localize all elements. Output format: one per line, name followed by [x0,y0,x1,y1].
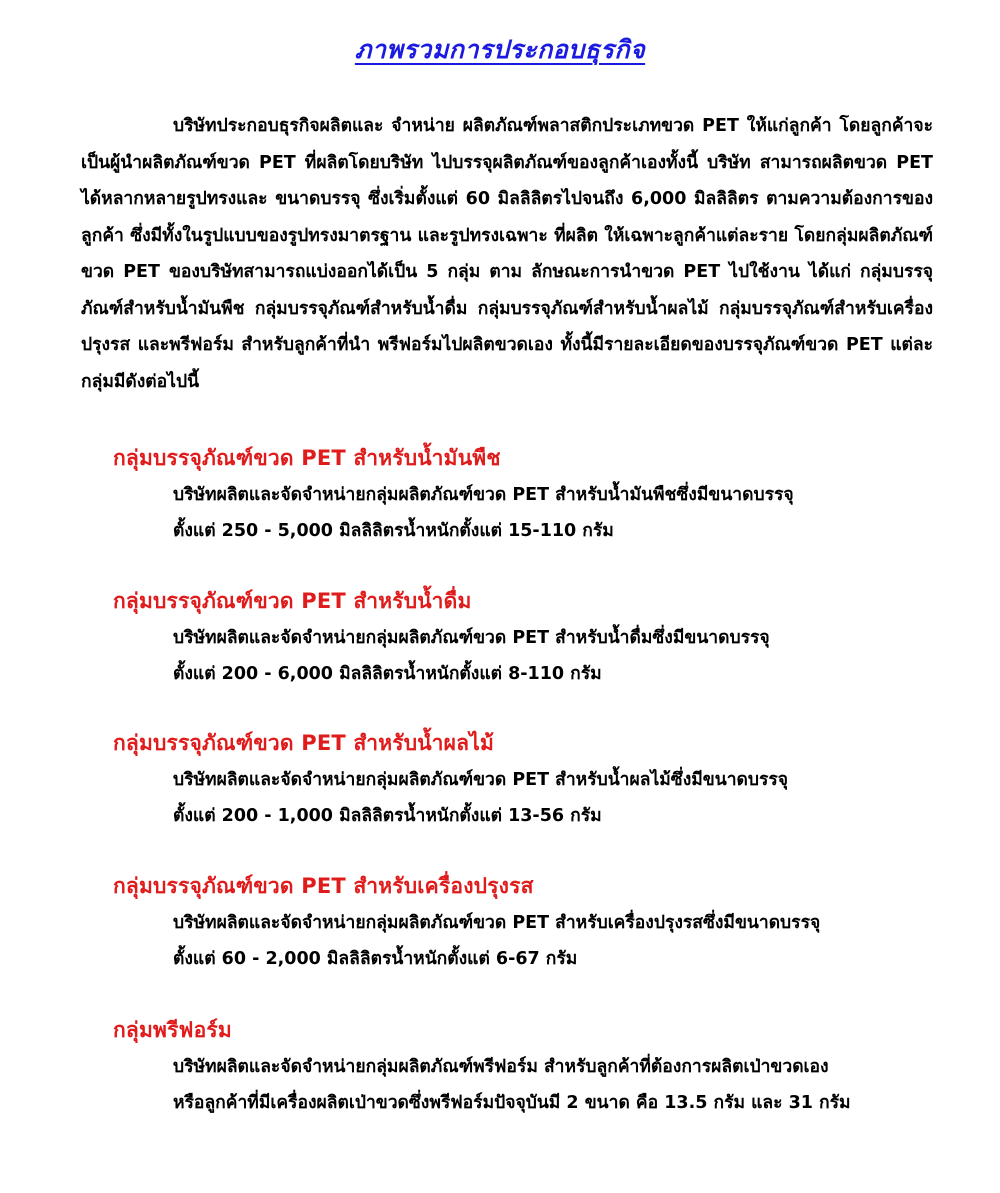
group-description-line: บริษัทผลิตและจัดจำหน่ายกลุ่มผลิตภัณฑ์ขวด PET สำหรับน้ำดื่มซึ่งมีขนาดบรรจุ [173,628,770,648]
group-description-line: บริษัทผลิตและจัดจำหน่ายกลุ่มผลิตภัณฑ์ขวด PET สำหรับน้ำผลไม้ซึ่งมีขนาดบรรจุ [173,770,789,790]
group-description-line: หรือลูกค้าที่มีเครื่องผลิตเป่าขวดซึ่งพรีฟอร์มปัจจุบันมี 2 ขนาด คือ 13.5 กรัม และ 31 กรัม [173,1093,851,1113]
group-heading: กลุ่มพรีฟอร์ม [113,1018,232,1042]
group-description [173,477,943,549]
group-description [173,620,943,692]
group-description [173,905,943,977]
group-description [173,762,943,834]
group-heading: กลุ่มบรรจุภัณฑ์ขวด PET สำหรับเครื่องปรุงรส [113,874,534,898]
group-description [173,1049,943,1121]
intro-paragraph: บริษัทประกอบธุรกิจผลิตและ จำหน่าย ผลิตภัณฑ์พลาสติกประเภทขวด PET ให้แก่ลูกค้า โดยลูกค้าจะเป็นผู้นำผลิตภัณฑ์ขวด PET ที่ผลิตโดยบริษัท ไปบรรจุผลิตภัณฑ์ของลูกค้าเองทั้งนี้ บริษัท สามารถผลิตขวด PET ได้หลากหลายรูปทรงและ ขนาดบรรจุ ซึ่งเริ่มตั้งแต่ 60 มิลลิลิตรไปจนถึง 6,000 มิลลิลิตร ตามความต้องการของลูกค้า ซึ่งมีทั้งในรูปแบบของรูปทรงมาตรฐาน และรูปทรงเฉพาะ ที่ผลิต ให้เฉพาะลูกค้าแต่ละราย โดยกลุ่มผลิตภัณฑ์ขวด PET ของบริษัทสามารถแบ่งออกได้เป็น 5 กลุ่ม ตาม ลักษณะการนำขวด PET ไปใช้งาน ได้แก่ กลุ่มบรรจุภัณฑ์สำหรับน้ำมันพืช กลุ่มบรรจุภัณฑ์สำหรับน้ำดื่ม กลุ่มบรรจุภัณฑ์สำหรับน้ำผลไม้ กลุ่มบรรจุภัณฑ์สำหรับเครื่องปรุงรส และพรีฟอร์ม สำหรับลูกค้าที่นำ พรีฟอร์มไปผลิตขวดเอง ทั้งนี้มีรายละเอียดของบรรจุภัณฑ์ขวด PET แต่ละกลุ่มมีดังต่อไปนี้ [81,116,933,392]
group-drinking-water [113,586,943,692]
group-heading: กลุ่มบรรจุภัณฑ์ขวด PET สำหรับน้ำมันพืช [113,446,501,470]
group-description-line: ตั้งแต่ 250 - 5,000 มิลลิลิตรน้ำหนักตั้งแต่ 15-110 กรัม [173,521,614,541]
group-condiments [113,871,943,977]
group-description-line: ตั้งแต่ 60 - 2,000 มิลลิลิตรน้ำหนักตั้งแต่ 6-67 กรัม [173,949,578,969]
group-vegetable-oil [113,443,943,549]
group-heading: กลุ่มบรรจุภัณฑ์ขวด PET สำหรับน้ำดื่ม [113,589,472,613]
group-heading: กลุ่มบรรจุภัณฑ์ขวด PET สำหรับน้ำผลไม้ [113,731,495,755]
page-title: ภาพรวมการประกอบธุรกิจ [354,35,646,64]
group-description-line: บริษัทผลิตและจัดจำหน่ายกลุ่มผลิตภัณฑ์ขวด PET สำหรับน้ำมันพืชซึ่งมีขนาดบรรจุ [173,485,794,505]
group-description-line: ตั้งแต่ 200 - 6,000 มิลลิลิตรน้ำหนักตั้งแต่ 8-110 กรัม [173,664,602,684]
group-description-line: บริษัทผลิตและจัดจำหน่ายกลุ่มผลิตภัณฑ์ขวด PET สำหรับเครื่องปรุงรสซึ่งมีขนาดบรรจุ [173,913,821,933]
group-fruit-juice [113,728,943,834]
group-description-line: บริษัทผลิตและจัดจำหน่ายกลุ่มผลิตภัณฑ์พรีฟอร์ม สำหรับลูกค้าที่ต้องการผลิตเป่าขวดเอง [173,1057,829,1077]
group-preform [113,1015,943,1121]
group-description-line: ตั้งแต่ 200 - 1,000 มิลลิลิตรน้ำหนักตั้งแต่ 13-56 กรัม [173,806,602,826]
